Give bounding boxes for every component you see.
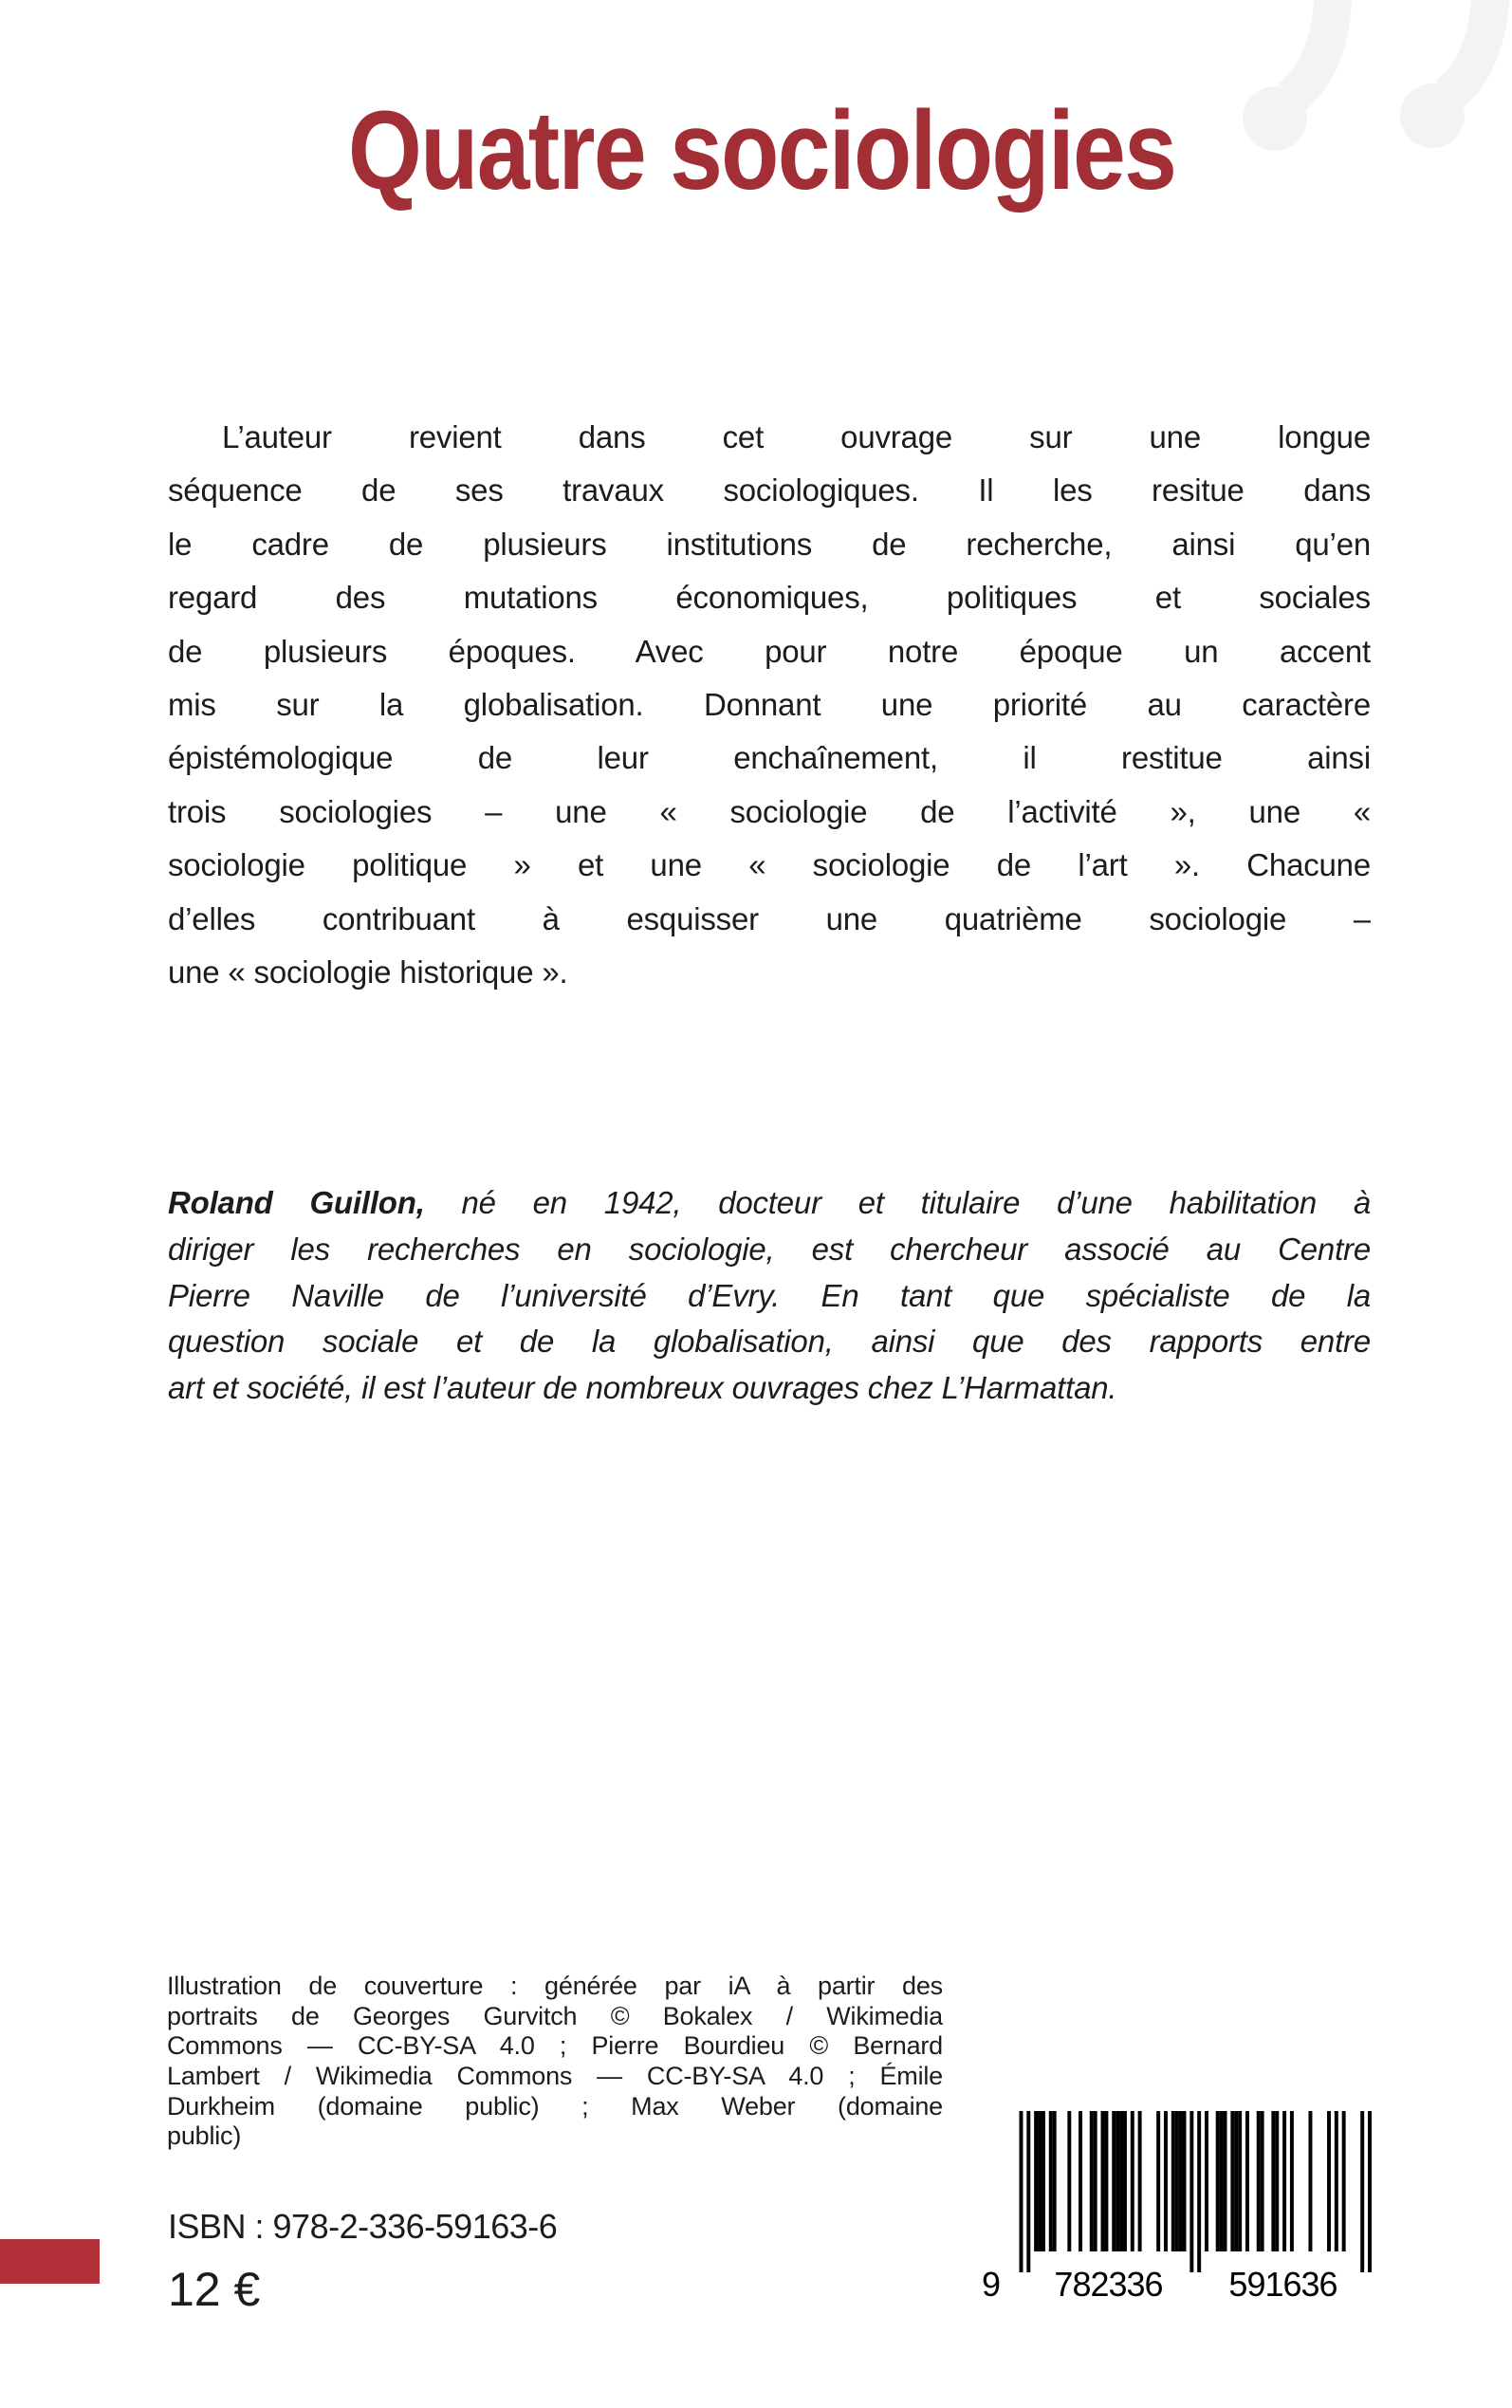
author-bio-line: diriger les recherches en sociologie, est chercheur associé au Centre (168, 1231, 1371, 1267)
author-bio-line: art et société, il est l’auteur de nombreux ouvrages chez L’Harmattan. (168, 1370, 1117, 1406)
barcode-digit-group1: 782336 (1054, 2265, 1163, 2304)
synopsis-line: épistémologique de leur enchaînement, il restitue ainsi (168, 740, 1371, 776)
synopsis-line: L’auteur revient dans cet ouvrage sur une longue (222, 419, 1371, 454)
ean13-barcode (982, 2111, 1390, 2329)
credits-line: Illustration de couverture : générée par iA à partir des (167, 1972, 943, 2000)
synopsis-line: sociologie politique » et une « sociologie de l’art ». Chacune (168, 847, 1371, 883)
accent-bar (0, 2239, 100, 2284)
synopsis-line: séquence de ses travaux sociologiques. Il les resitue dans (168, 472, 1371, 509)
cover-illustration-credits (167, 1972, 943, 2152)
barcode-digit-group2: 591636 (1228, 2265, 1337, 2304)
author-bio-line: question sociale et de la globalisation, ainsi que des rapports entre (168, 1324, 1371, 1360)
synopsis-paragraph (168, 411, 1371, 999)
credits-line: Lambert / Wikimedia Commons — CC-BY-SA 4.0 ; Émile (167, 2062, 943, 2091)
book-title: Quatre sociologies (347, 88, 1176, 213)
price-text: 12 € (168, 2263, 261, 2316)
synopsis-line: de plusieurs époques. Avec pour notre époque un accent (168, 633, 1371, 669)
isbn-text: ISBN : 978-2-336-59163-6 (168, 2207, 558, 2246)
credits-line: portraits de Georges Gurvitch © Bokalex / Wikimedia (167, 2001, 943, 2030)
barcode-digit-first: 9 (982, 2265, 1001, 2304)
credits-line: public) (167, 2121, 242, 2151)
credits-line: Commons — CC-BY-SA 4.0 ; Pierre Bourdieu © Bernard (167, 2031, 943, 2061)
synopsis-line: d’elles contribuant à esquisser une quatrième sociologie – (168, 900, 1371, 936)
synopsis-line: mis sur la globalisation. Donnant une priorité au caractère (168, 686, 1371, 722)
credits-line: Durkheim (domaine public) ; Max Weber (domaine (167, 2091, 943, 2121)
author-bio (168, 1180, 1371, 1412)
synopsis-line: regard des mutations économiques, politiques et sociales (168, 580, 1371, 616)
author-bio-line: Roland Guillon, né en 1942, docteur et titulaire d’une habilitation à (168, 1185, 1371, 1220)
synopsis-line: le cadre de plusieurs institutions de recherche, ainsi qu’en (168, 526, 1371, 562)
synopsis-line: trois sociologies – une « sociologie de l’activité », une « (168, 793, 1371, 829)
author-bio-line: Pierre Naville de l’université d’Evry. En tant que spécialiste de la (168, 1277, 1371, 1313)
synopsis-line: une « sociologie historique ». (168, 954, 568, 990)
